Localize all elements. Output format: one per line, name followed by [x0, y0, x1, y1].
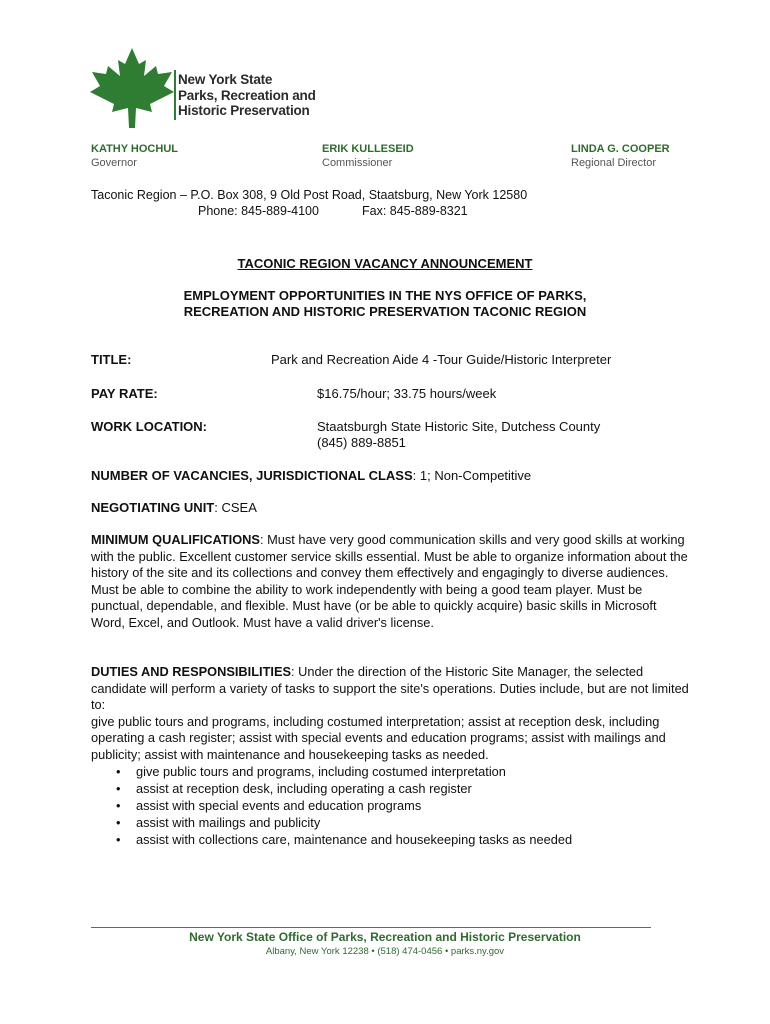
- commissioner-block: ERIK KULLESEID Commissioner: [322, 143, 414, 169]
- title-label: TITLE:: [91, 352, 132, 367]
- duties-label: DUTIES AND RESPONSIBILITIES: [91, 664, 292, 679]
- announcement-title: TACONIC REGION VACANCY ANNOUNCEMENT: [237, 256, 533, 271]
- list-item: • assist with special events and education programs: [112, 797, 572, 814]
- duties-summary: give public tours and programs, including costumed interpretation; assist at reception desk, including operating a cash register; assist with special events and education programs; assist with mailings and publicity; assist with maintenance and housekeeping tasks as needed.: [91, 713, 666, 762]
- negotiating-unit-line: [91, 500, 257, 515]
- vacancies-label: NUMBER OF VACANCIES, JURISDICTIONAL CLASS: [91, 468, 413, 483]
- list-item: • give public tours and programs, including costumed interpretation: [112, 763, 572, 780]
- announcement-subtitle-2: RECREATION AND HISTORIC PRESERVATION TACONIC REGION: [183, 304, 587, 319]
- footer-divider: [91, 927, 651, 928]
- list-item: • assist with mailings and publicity: [112, 814, 572, 831]
- regional-director-block: LINDA G. COOPER Regional Director: [571, 143, 670, 169]
- work-location-phone: (845) 889-8851: [317, 435, 406, 450]
- address: Taconic Region – P.O. Box 308, 9 Old Post Road, Staatsburg, New York 12580: [91, 188, 528, 202]
- vacancies-line: [91, 468, 531, 483]
- pay-rate-value: $16.75/hour; 33.75 hours/week: [317, 386, 497, 401]
- duties-intro: : Under the direction of the Historic Site Manager, the selected candidate will perform a variety of tasks to support the site's operations. Duties include, but are not limited to:: [91, 664, 689, 712]
- duties-paragraph: [91, 664, 691, 763]
- qualifications-text: : Must have very good communication skills and very good skills at working with the public. Excellent customer service skills essential. Must be able to organize information about the history of the site and its collections and convey them effectively and engagingly to diverse audiences. Must be able to combine the ability to work independently with being a good team player. Must be punctual, dependable, and flexible. Must have (or be able to quickly acquire) basic skills in Microsoft Word, Excel, and Outlook. Must have a valid driver's license.: [91, 532, 688, 630]
- vacancies-value: : 1; Non-Competitive: [412, 468, 532, 483]
- negotiating-label: NEGOTIATING UNIT: [91, 500, 215, 515]
- phone: Phone: 845-889-4100: [198, 204, 319, 218]
- announcement-subtitle-1: EMPLOYMENT OPPORTUNITIES IN THE NYS OFFICE OF PARKS,: [183, 288, 587, 303]
- maple-leaf-logo-icon: [84, 46, 180, 130]
- list-item: • assist at reception desk, including operating a cash register: [112, 780, 572, 797]
- pay-rate-label: PAY RATE:: [91, 386, 158, 401]
- list-item: • assist with collections care, maintenance and housekeeping tasks as needed: [112, 831, 572, 848]
- governor-block: KATHY HOCHUL Governor: [91, 143, 178, 169]
- logo-divider: [174, 70, 176, 120]
- footer-contact: Albany, New York 12238 • (518) 474-0456 • parks.ny.gov: [265, 946, 505, 957]
- work-location-value: Staatsburgh State Historic Site, Dutchess County: [317, 419, 601, 434]
- qualifications-paragraph: [91, 532, 691, 631]
- qualifications-label: MINIMUM QUALIFICATIONS: [91, 532, 260, 547]
- work-location-label: WORK LOCATION:: [91, 419, 208, 434]
- title-value: Park and Recreation Aide 4 -Tour Guide/Historic Interpreter: [271, 352, 612, 367]
- duties-list: [112, 763, 572, 848]
- fax: Fax: 845-889-8321: [362, 204, 468, 218]
- org-name: New York State Parks, Recreation and Historic Preservation: [178, 72, 316, 118]
- negotiating-value: : CSEA: [214, 500, 257, 515]
- footer-title: New York State Office of Parks, Recreation and Historic Preservation: [189, 930, 581, 944]
